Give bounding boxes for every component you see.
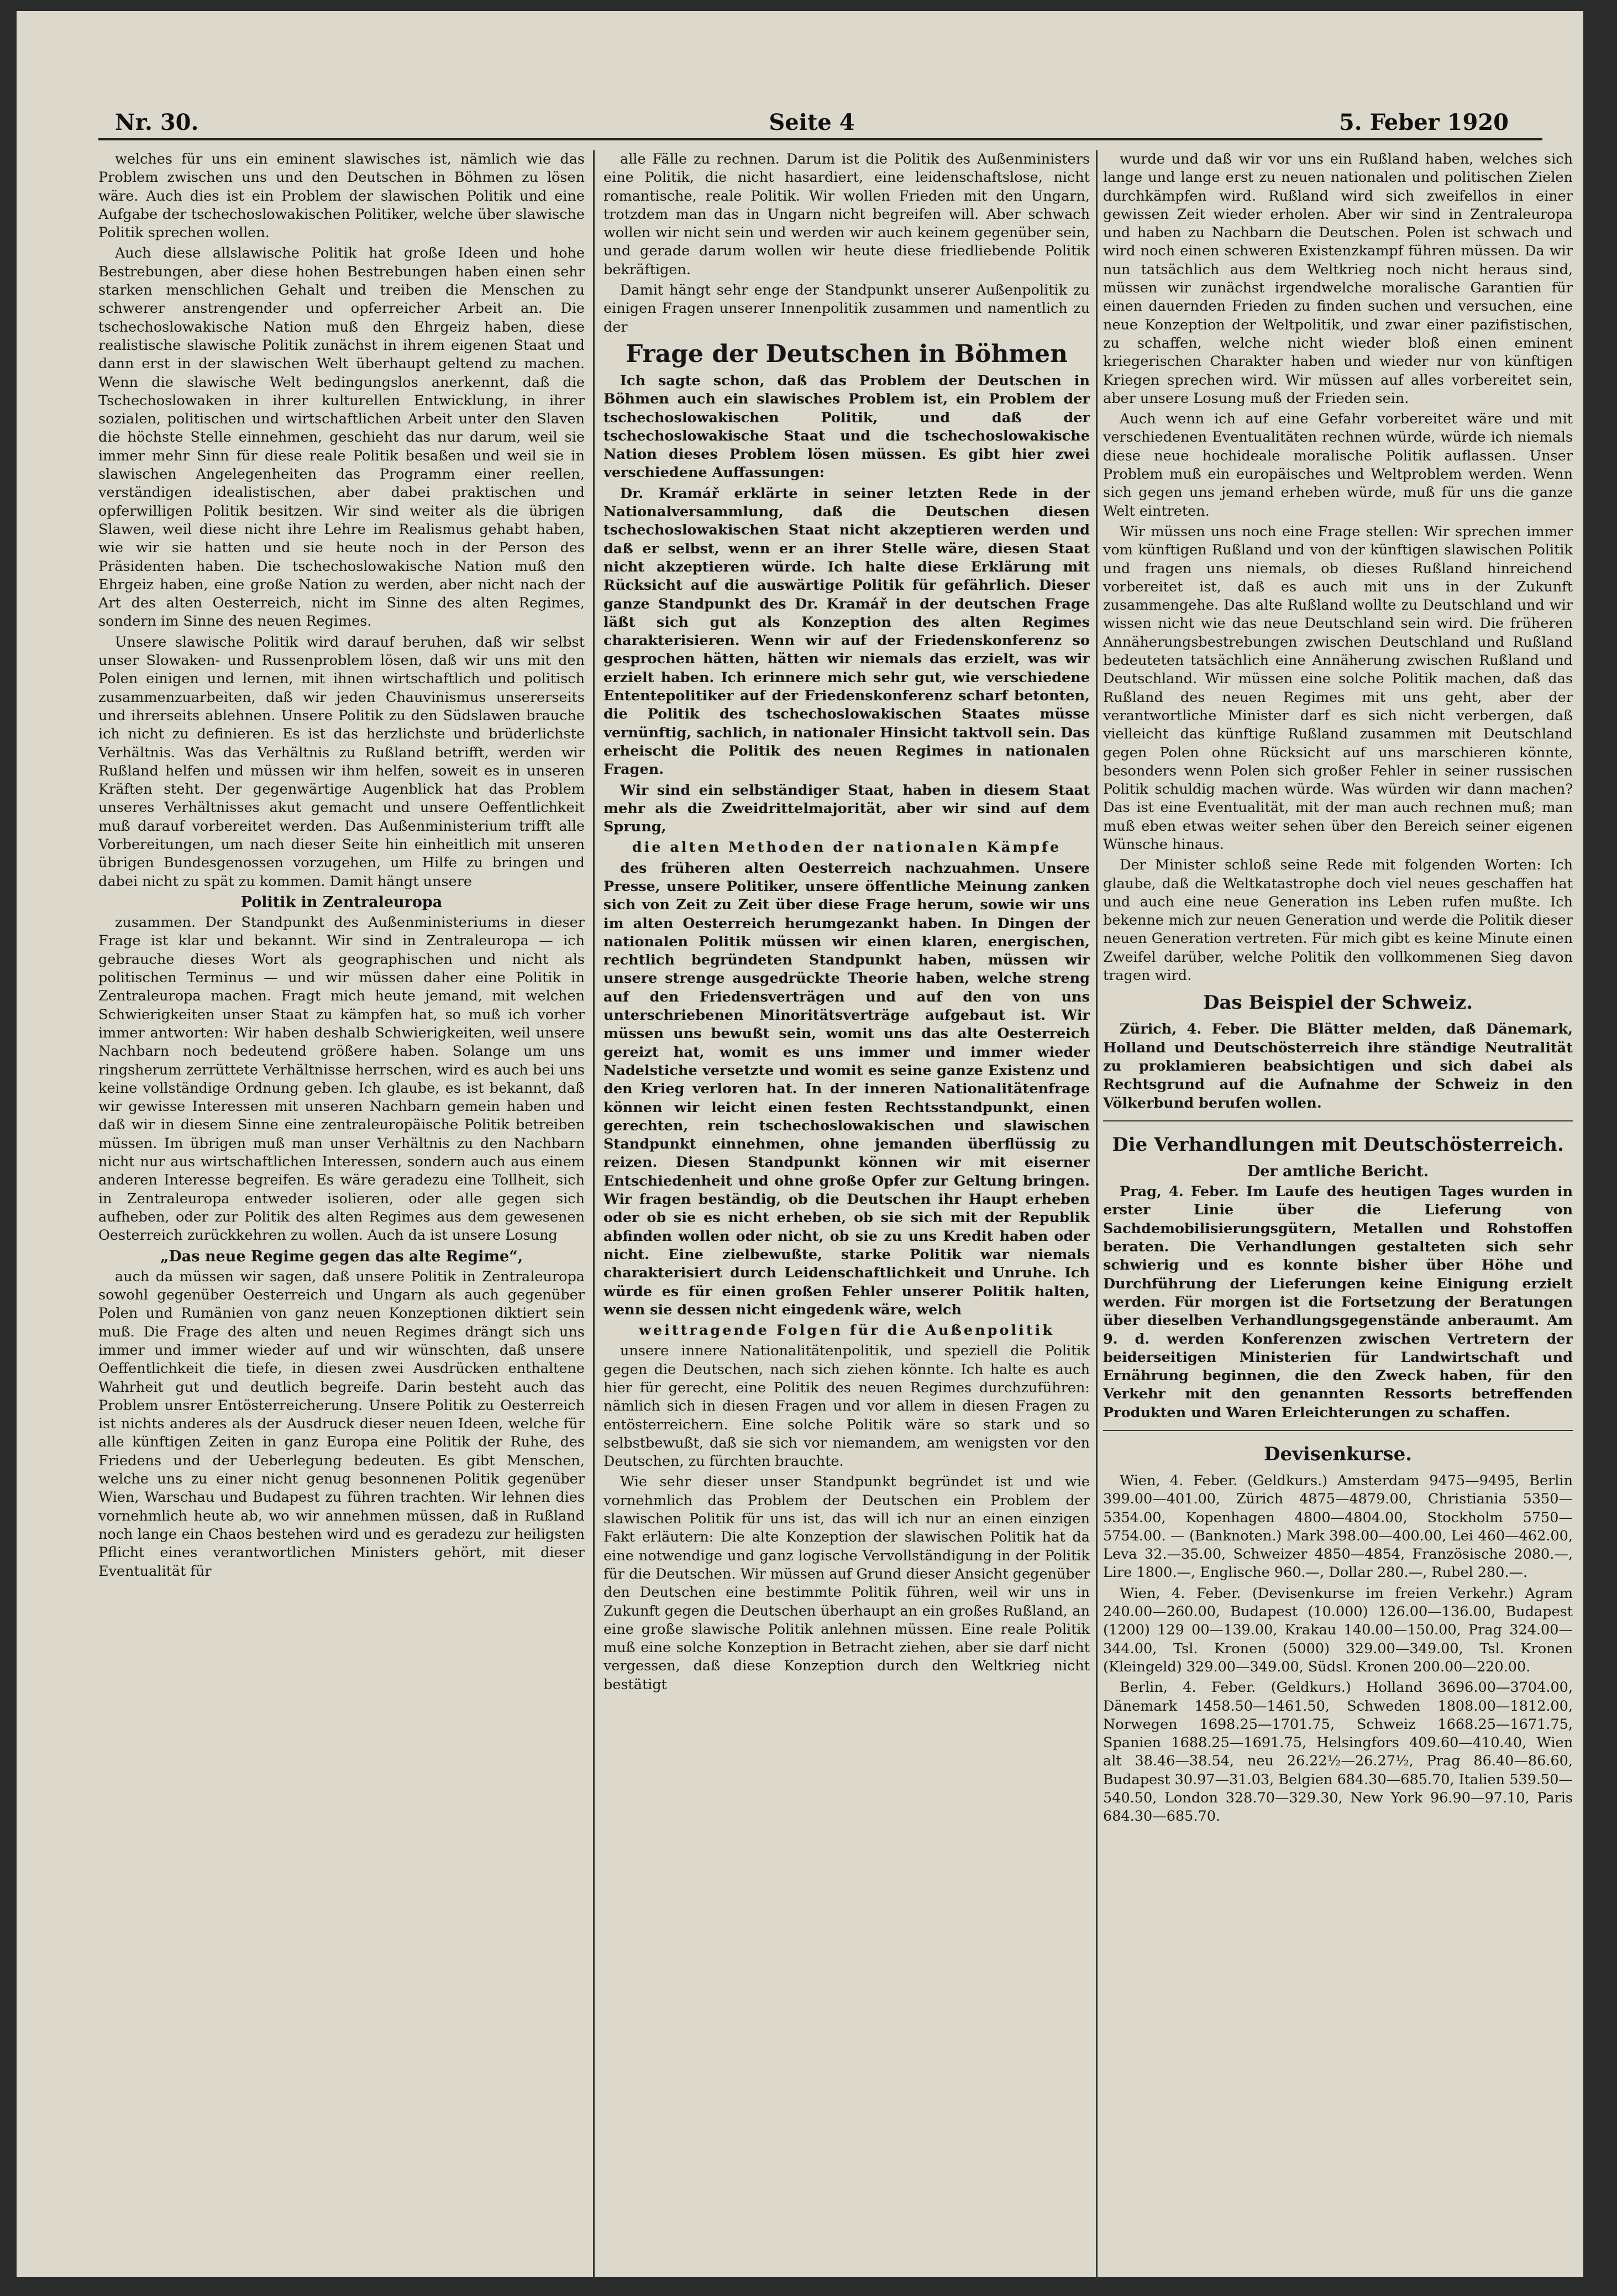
article-paragraph: Auch wenn ich auf eine Gefahr vorbereitet wäre und mit verschiedenen Eventualitäten rechnen würde, würde ich niemals diese neue hochideale moralische Politik auflassen. Unser Problem muß ein europäisches und Weltproblem werden. Wenn sich gegen uns jemand erheben würde, muß für uns die ganze Welt eintreten. [1103,411,1573,520]
divider [1103,1120,1573,1121]
news-item: Prag, 4. Feber. Im Laufe des heutigen Tages wurden in erster Linie über die Lieferung von Sachdemobilisierungsgütern, Metallen und Rohstoffen beraten. Die Verhandlungen gestalteten sich sehr schwierig und es konnte bisher über Höhe und Durchführung der Lieferungen keine Einigung erzielt werden. Für morgen ist die Fortsetzung der Beratungen über dieselben Verhandlungsgegenstände anberaumt. Am 9. d. werden Konferenzen zwischen Vertretern der beiderseitigen Ministerien für Landwirtschaft und Ernährung beginnen, die den Zweck haben, für den Verkehr mit den genannten Ressorts betreffenden Produkten und Waren Erleichterungen zu schaffen. [1103,1183,1573,1421]
issue-number: Nr. 30. [115,109,199,135]
column-1 [98,150,585,2279]
issue-date: 5. Feber 1920 [1338,109,1509,135]
page-header [115,109,1509,143]
subheading: Politik in Zentraleuropa [240,893,443,911]
divider [1103,1430,1573,1431]
subheading: Der amtliche Bericht. [1247,1162,1429,1180]
column-divider [1096,150,1098,2279]
article-paragraph: Unsere slawische Politik wird darauf beruhen, daß wir selbst unser Slowaken- und Russenproblem lösen, daß wir uns mit den Polen einigen und lernen, mit ihnen wirtschaftlich und politisch zusammenzuarbeiten, daß wir jeden Chauvinismus unsererseits und ihrerseits ablehnen. Unsere Politik zu den Südslawen brauche ich nicht zu definieren. Es ist das herzlichste und brüderlichste Verhältnis. Was das Verhältnis zu Rußland betrifft, werden wir Rußland helfen und müssen wir ihm helfen, soweit es in unseren Kräften steht. Der gegenwärtige Augenblick hat das Problem unseres Verhältnisses akut gemacht und unsere Oeffentlichkeit muß darauf vorbereitet werden. Das Außenministerium trifft alle Vorbereitungen, um nach dieser Seite hin einheitlich mit unseren übrigen Bundesgenossen vorzugehen, um Hilfe zu bringen und dabei nicht zu spät zu kommen. Damit hängt unsere [98,633,585,890]
article-paragraph: wurde und daß wir vor uns ein Rußland haben, welches sich lange und lange erst zu neuen nationalen und politischen Zielen durchkämpfen wird. Rußland wird sich zweifellos in einer gewissen Zeit wieder erholen. Aber wir sind in Zentraleuropa und haben zu Nachbarn die Deutschen. Polen ist schwach und wird noch einen schweren Existenzkampf führen müssen. Da wir nun tatsächlich aus dem Weltkrieg noch nicht heraus sind, müssen wir zunächst irgendwelche moralische Garantien für einen dauernden Frieden zu finden suchen und versuchen, eine neue Konzeption der Weltpolitik, und zwar einer pazifistischen, zu schaffen, welche nicht wieder bloß einen eminent kriegerischen Charakter haben und wieder nur von künftigen Kriegen sprechen wird. Wir müssen auf alles vorbereitet sein, aber unsere Losung muß der Frieden sein. [1103,151,1573,407]
article-paragraph: Wie sehr dieser unser Standpunkt begründet ist und wie vornehmlich das Problem der Deutschen ein Problem der slawischen Politik für uns ist, das will ich nur an einen einzigen Fakt erläutern: Die alte Konzeption der slawischen Politik hat da eine notwendige und ganz logische Vervollständigung in der Politik für die Deutschen. Wir müssen auf Grund dieser Ansicht gegenüber den Deutschen eine bestimmte Politik führen, weil wir uns in Zukunft gegen die Deutschen überhaupt an ein großes Rußland, an eine große slawische Politik anlehnen müssen. Eine reale Politik muß eine solche Konzeption in Betracht ziehen, aber sie darf nicht vergessen, daß diese Konzeption durch den Weltkrieg nicht bestätigt [603,1474,1090,1693]
exchange-rates: Wien, 4. Feber. (Geldkurs.) Amsterdam 9475—9495, Berlin 399.00—401.00, Zürich 4875—4879.00, Christiania 5350—5354.00, Kopenhagen 4800—4804.00, Stockholm 5750—5754.00. — (Banknoten.) Mark 398.00—400.00, Lei 460—462.00, Leva 32.—35.00, Schweizer 4850—4854, Französische 2080.—, Lire 1800.—, Englische 960.—, Dollar 280.—, Rubel 280.—. [1103,1472,1573,1581]
article-paragraph: alle Fälle zu rechnen. Darum ist die Politik des Außenministers eine Politik, die nicht hasardiert, eine leidenschaftslose, nicht romantische, reale Politik. Wir wollen Frieden mit den Ungarn, trotzdem man das in Ungarn nicht begreifen will. Aber schwach wollen wir nicht sein und werden wir auch keinem gegenüber sein, und gerade darum wollen wir heute diese friedliebende Politik bekräftigen. [603,151,1090,278]
article-paragraph: Wir müssen uns noch eine Frage stellen: Wir sprechen immer vom künftigen Rußland und von der künftigen slawischen Politik und fragen uns niemals, ob dieses Rußland hinreichend vorbereitet ist, daß es auch mit uns in der Zukunft zusammengehe. Das alte Rußland wollte zu Deutschland und wir wissen nicht wie das neue Deutschland sein wird. Die früheren Annäherungsbestrebungen zwischen Deutschland und Rußland bedeuteten tatsächlich eine Annäherung zwischen Rußland und Deutschland. Wir müssen eine solche Politik machen, daß das Rußland des neuen Regimes mit uns geht, aber der verantwortliche Minister darf es sich nicht verbergen, daß vielleicht das künftige Rußland zusammen mit Deutschland gegen Polen ohne Rücksicht auf uns marschieren könnte, besonders wenn Polen sich großer Fehler in seiner russischen Politik schuldig machen würde. Was würden wir dann machen? Das ist eine Eventualität, mit der man auch rechnen muß; man muß eben etwas weiter sehen über den Bereich seiner eigenen Wünsche hinaus. [1103,523,1573,853]
article-paragraph: Dr. Kramář erklärte in seiner letzten Rede in der Nationalversammlung, daß die Deutschen diesen tschechoslowakischen Staat nicht akzeptieren werden und daß er selbst, wenn er an ihrer Stelle wäre, diesen Staat nicht akzeptieren würde. Ich halte diese Erklärung mit Rücksicht auf die auswärtige Politik für gefährlich. Dieser ganze Standpunkt des Dr. Kramář in der deutschen Frage läßt sich gut als Konzeption des alten Regimes charakterisieren. Wenn wir auf der Friedenskonferenz so gesprochen hätten, hätten wir niemals das erzielt, was wir erzielt haben. Ich erinnere mich sehr gut, wie verschiedene Ententepolitiker auf der Friedenskonferenz scharf betonten, die Politik des tschechoslowakischen Staates müsse vernünftig, sachlich, in nationaler Hinsicht taktvoll sein. Das erheischt die Politik des neuen Regimes in nationalen Fragen. [603,485,1090,778]
column-divider [593,150,595,2279]
section-heading: Das Beispiel der Schweiz. [1203,992,1473,1014]
article-paragraph: Wir sind ein selbständiger Staat, haben in diesem Staat mehr als die Zweidrittelmajorität, aber wir sind auf dem Sprung, [603,782,1090,836]
subheading: die alten Methoden der nationalen Kämpfe [632,839,1062,856]
column-2 [603,150,1090,2279]
article-paragraph: zusammen. Der Standpunkt des Außenministeriums in dieser Frage ist klar und bekannt. Wir sind in Zentraleuropa — ich gebrauche dieses Wort als geographischen und nicht als politischen Terminus — und wir müssen daher eine Politik in Zentraleuropa machen. Fragt mich heute jemand, mit welchen Schwierigkeiten unser Staat zu kämpfen hat, so muß ich vorher immer antworten: Wir haben deshalb Schwierigkeiten, weil unsere Nachbarn noch bedeutend größere haben. Solange um uns ringsherum zerrüttete Verhältnisse herrschen, wird es auch bei uns keine vollständige Ordnung geben. Ich glaube, es ist bekannt, daß wir gewisse Interessen mit unseren Nachbarn gemein haben und daß wir in diesem Sinne eine zentraleuropäische Politik betreiben müssen. Im übrigen muß man unser Verhältnis zu den Nachbarn nicht nur aus wirtschaftlichen Interessen, sondern auch aus einem anderen Interesse begreifen. Es wäre geradezu eine Tollheit, sich in Zentraleuropa entweder isolieren, oder alle gegen sich aufheben, oder zur Politik des alten Regimes aus dem gewesenen Oesterreich zurückkehren zu wollen. Auch da ist unsere Losung [98,914,585,1244]
news-item: Zürich, 4. Feber. Die Blätter melden, daß Dänemark, Holland und Deutschösterreich ihre ständige Neutralität zu proklamieren beabsichtigen und sich dabei als Rechtsgrund auf die Aufnahme der Schweiz in den Völkerbund berufen wollen. [1103,1021,1573,1112]
section-heading: Devisenkurse. [1263,1443,1413,1465]
page-number: Seite 4 [769,109,855,135]
article-paragraph: des früheren alten Oesterreich nachzuahmen. Unsere Presse, unsere Politiker, unsere öffentliche Meinung zanken sich von Zeit zu Zeit über diese Frage herum, sowie wir uns im alten Oesterreich herumgezankt haben. In Dingen der nationalen Politik müssen wir einen klaren, energischen, rechtlich begründeten Standpunkt haben, müssen wir unsere strenge ausgedrückte Theorie haben, welche streng auf den Friedensverträgen und auf den von uns unterschriebenen Minoritätsverträge aufgebaut ist. Wir müssen uns bewußt sein, womit uns das alte Oesterreich gereizt hat, womit es uns immer und immer wieder Nadelstiche versetzte und womit es seine ganze Existenz und den Krieg verloren hat. In der inneren Nationalitätenfrage können wir leicht einen festen Rechtsstandpunkt, einen gerechten, rein tschechoslowakischen und slawischen Standpunkt einnehmen, ohne jemanden überflüssig zu reizen. Diesen Standpunkt können wir mit eiserner Entschiedenheit und ohne große Opfer zur Geltung bringen. Wir fragen beständig, ob die Deutschen ihr Haupt erheben oder ob sie es nicht erheben, ob sie sich mit der Republik abfinden wollen oder nicht, ob sie zu uns Kredit haben oder nicht. Eine zielbewußte, starke Politik war niemals charakterisiert durch Leidenschaftlichkeit und Unruhe. Ich würde es für einen großen Fehler unserer Politik halten, wenn sie dessen nicht eingedenk wäre, welch [603,859,1090,1318]
section-heading: Die Verhandlungen mit Deutschösterreich. [1112,1133,1564,1156]
exchange-rates: Berlin, 4. Feber. (Geldkurs.) Holland 3696.00—3704.00, Dänemark 1458.50—1461.50, Schweden 1808.00—1812.00, Norwegen 1698.25—1701.75, Schweiz 1668.25—1671.75, Spanien 1688.25—1691.75, Helsingfors 409.60—410.40, Wien alt 38.46—38.54, neu 26.22½—26.27½, Prag 86.40—86.60, Budapest 30.97—31.03, Belgien 684.30—685.70, Italien 539.50—540.50, London 328.70—329.30, New York 96.90—97.10, Paris 684.30—685.70. [1103,1679,1573,1825]
article-paragraph: unsere innere Nationalitätenpolitik, und speziell die Politik gegen die Deutschen, nach sich ziehen könnte. Ich halte es auch hier für gerecht, eine Politik des neuen Regimes durchzuführen: nämlich sich in diesen Fragen und vor allem in diesen Fragen zu entösterreichern. Eine solche Politik wäre so stark und so selbstbewußt, daß sie sich vor niemandem, am wenigsten vor den Deutschen, zu fürchten brauchte. [603,1343,1090,1470]
article-paragraph: auch da müssen wir sagen, daß unsere Politik in Zentraleuropa sowohl gegenüber Oesterreich und Ungarn als auch gegenüber Polen und Rumänien von ganz neuen Konzeptionen diktiert sein muß. Die Frage des alten und neuen Regimes drängt sich uns immer und immer wieder auf und wir wünschten, daß unsere Oeffentlichkeit die tiefe, in diesen zwei Ausdrücken enthaltene Wahrheit gut und deutlich begreife. Darin besteht auch das Problem unsrer Entösterreicherung. Unsere Politik zu Oesterreich ist nichts anderes als der Ausdruck dieser neuen Ideen, welche für alle künftigen Zeiten in ganz Europa eine Politik der Ruhe, des Friedens und der Ueberlegung bedeuten. Es gibt Menschen, welche uns zu einer nicht genug besonnenen Politik gegenüber Wien, Warschau und Budapest zu führen trachten. Wir lehnen dies vornehmlich heute ab, wo wir annehmen müssen, daß in Rußland noch lange ein Chaos bestehen wird und es geradezu zur heiligsten Pflicht eines verantwortlichen Ministers gehört, mit dieser Eventualität für [98,1268,585,1580]
article-paragraph: Ich sagte schon, daß das Problem der Deutschen in Böhmen auch ein slawisches Problem ist, ein Problem der tschechoslowakischen Politik, und daß der tschechoslowakische Staat und die tschechoslowakische Nation dieses Problem lösen müssen. Es gibt hier zwei verschiedene Auffassungen: [603,372,1090,481]
article-paragraph: welches für uns ein eminent slawisches ist, nämlich wie das Problem zwischen uns und den Deutschen in Böhmen zu lösen wäre. Auch dies ist ein Problem der slawischen Politik und eine Aufgabe der tschechoslowakischen Politiker, welche über slawische Politik sprechen wollen. [98,151,585,242]
subheading: weittragende Folgen für die Außenpolitik [638,1322,1055,1339]
exchange-rates: Wien, 4. Feber. (Devisenkurse im freien Verkehr.) Agram 240.00—260.00, Budapest (10.000) 126.00—136.00, Budapest (1200) 129 00—139.00, Krakau 140.00—150.00, Prag 324.00—344.00, Tsl. Kronen (5000) 329.00—349.00, Tsl. Kronen (Kleingeld) 329.00—349.00, Südsl. Kronen 200.00—220.00. [1103,1585,1573,1675]
article-paragraph: Auch diese allslawische Politik hat große Ideen und hohe Bestrebungen, aber diese hohen Bestrebungen haben einen sehr starken menschlichen Gehalt und treiben die Menschen zu schwerer anstrengender und opferreicher Arbeit an. Die tschechoslowakische Nation muß den Ehrgeiz haben, diese realistische slawische Politik zunächst in ihrem eigenen Staat und dann erst in der slawischen Welt überhaupt geltend zu machen. Wenn die slawische Welt bedingungslos anerkennt, daß die Tschechoslowaken in ihrer kulturellen Entwicklung, in ihrer sozialen, politischen und wirtschaftlichen Arbeit unter den Slaven die höchste Stelle einnehmen, geschieht das nur darum, weil sie immer mehr Sinn für diese reale Politik besaßen und weil sie in slawischen Angelegenheiten das Programm einer reellen, verständigen idealistischen, aber dabei praktischen und opferwilligen Politik besitzen. Wir sind weiter als die übrigen Slawen, weil diese nicht ihre Lehre im Realismus gehabt haben, wie wir sie hatten und sie heute noch in der Person des Präsidenten haben. Die tschechoslowakische Nation muß den Ehrgeiz haben, eine große Nation zu werden, aber nicht nach der Art des alten Oesterreich, nicht im Sinne des alten Regimes, sondern im Sinne des neuen Regimes. [98,245,585,630]
section-heading: Frage der Deutschen in Böhmen [626,339,1068,368]
article-paragraph: Der Minister schloß seine Rede mit folgenden Worten: Ich glaube, daß die Weltkatastrophe doch viel neues geschaffen hat und auch eine neue Generation ins Leben rufen mußte. Ich bekenne mich zur neuen Generation und werde die Politik dieser neuen Generation vertreten. Für mich gibt es keine Minute einen Zweifel darüber, welche Politik den vollkommenen Sieg davon tragen wird. [1103,857,1573,984]
column-3 [1103,150,1573,2279]
header-rule [98,138,1542,140]
article-paragraph: Damit hängt sehr enge der Standpunkt unserer Außenpolitik zu einigen Fragen unserer Innenpolitik zusammen und namentlich zu der [603,282,1090,336]
subheading: „Das neue Regime gegen das alte Regime“, [160,1247,523,1265]
